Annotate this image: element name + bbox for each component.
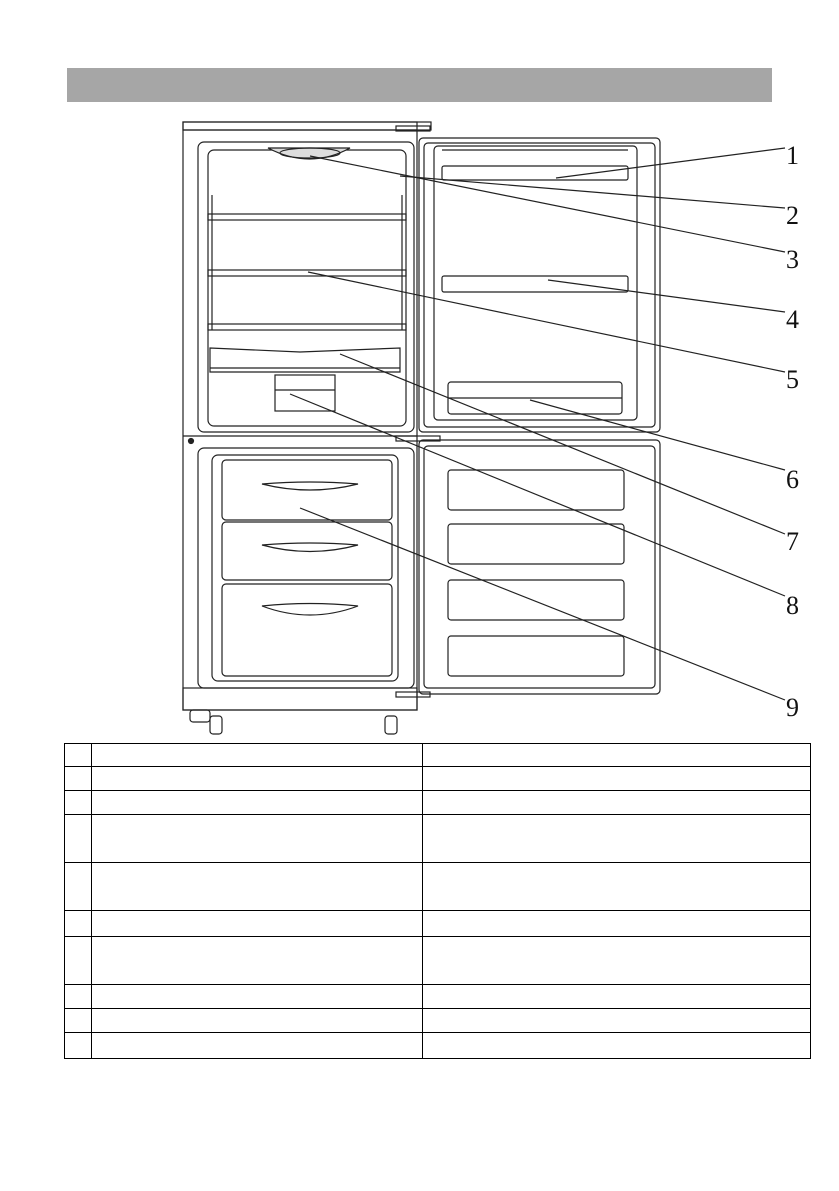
- fridge-door: [419, 138, 660, 432]
- door-shelf: [442, 166, 628, 180]
- callout-3: 3: [786, 245, 799, 274]
- row-number-cell: [65, 863, 92, 911]
- table-row: [65, 937, 811, 985]
- door-shelf: [442, 276, 628, 292]
- row-number-cell: [65, 985, 92, 1009]
- leader-line-3: [310, 156, 785, 252]
- leader-line-6: [530, 400, 785, 470]
- row-description-cell: [92, 937, 423, 985]
- row-detail-cell: [423, 863, 811, 911]
- freezer-drawer: [222, 584, 392, 676]
- row-detail-cell: [423, 815, 811, 863]
- callout-6: 6: [786, 465, 799, 494]
- row-description-cell: [92, 744, 423, 767]
- row-description-cell: [92, 985, 423, 1009]
- row-number-cell: [65, 815, 92, 863]
- freezer-door-panel: [448, 524, 624, 564]
- callout-1: 1: [786, 141, 799, 170]
- callout-5: 5: [786, 365, 799, 394]
- leader-line-2: [400, 176, 785, 208]
- crisper-drawer: [275, 375, 335, 411]
- row-detail-cell: [423, 767, 811, 791]
- row-description-cell: [92, 1033, 423, 1059]
- freezer-compartment: [198, 448, 414, 688]
- table-row: [65, 791, 811, 815]
- row-number-cell: [65, 767, 92, 791]
- row-number-cell: [65, 1033, 92, 1059]
- row-detail-cell: [423, 791, 811, 815]
- leader-line-5: [308, 272, 785, 372]
- foot: [190, 710, 210, 722]
- parts-table: [64, 743, 811, 1059]
- row-detail-cell: [423, 985, 811, 1009]
- callout-4: 4: [786, 305, 799, 334]
- table-row: [65, 1033, 811, 1059]
- row-number-cell: [65, 1009, 92, 1033]
- cabinet-top-strip: [183, 122, 431, 130]
- freezer-door-panel: [448, 470, 624, 510]
- cabinet-base: [183, 688, 417, 710]
- foot: [210, 716, 222, 734]
- leader-line-4: [548, 280, 785, 312]
- table-row: [65, 985, 811, 1009]
- fridge-shelf: [208, 324, 406, 330]
- leader-line-7: [340, 354, 785, 534]
- leader-line-9: [300, 508, 785, 700]
- row-number-cell: [65, 791, 92, 815]
- freezer-door-panel: [448, 636, 624, 676]
- table-row: [65, 767, 811, 791]
- row-detail-cell: [423, 1009, 811, 1033]
- row-description-cell: [92, 863, 423, 911]
- leader-line-8: [290, 394, 785, 596]
- table-row: [65, 1009, 811, 1033]
- table-row: [65, 911, 811, 937]
- callout-9: 9: [786, 693, 799, 722]
- row-description-cell: [92, 815, 423, 863]
- cabinet-body: [183, 122, 417, 710]
- row-number-cell: [65, 937, 92, 985]
- freezer-door-panel: [448, 580, 624, 620]
- fridge-shelf: [208, 270, 406, 276]
- callout-2: 2: [786, 201, 799, 230]
- row-description-cell: [92, 911, 423, 937]
- row-number-cell: [65, 744, 92, 767]
- table-row: [65, 744, 811, 767]
- row-detail-cell: [423, 937, 811, 985]
- row-detail-cell: [423, 911, 811, 937]
- row-description-cell: [92, 1009, 423, 1033]
- fridge-shelf: [208, 214, 406, 220]
- row-number-cell: [65, 911, 92, 937]
- foot: [385, 716, 397, 734]
- callout-7: 7: [786, 527, 799, 556]
- row-description-cell: [92, 767, 423, 791]
- row-description-cell: [92, 791, 423, 815]
- leader-line-1: [556, 148, 785, 178]
- table-row: [65, 863, 811, 911]
- table-row: [65, 815, 811, 863]
- row-detail-cell: [423, 1033, 811, 1059]
- row-detail-cell: [423, 744, 811, 767]
- callout-8: 8: [786, 591, 799, 620]
